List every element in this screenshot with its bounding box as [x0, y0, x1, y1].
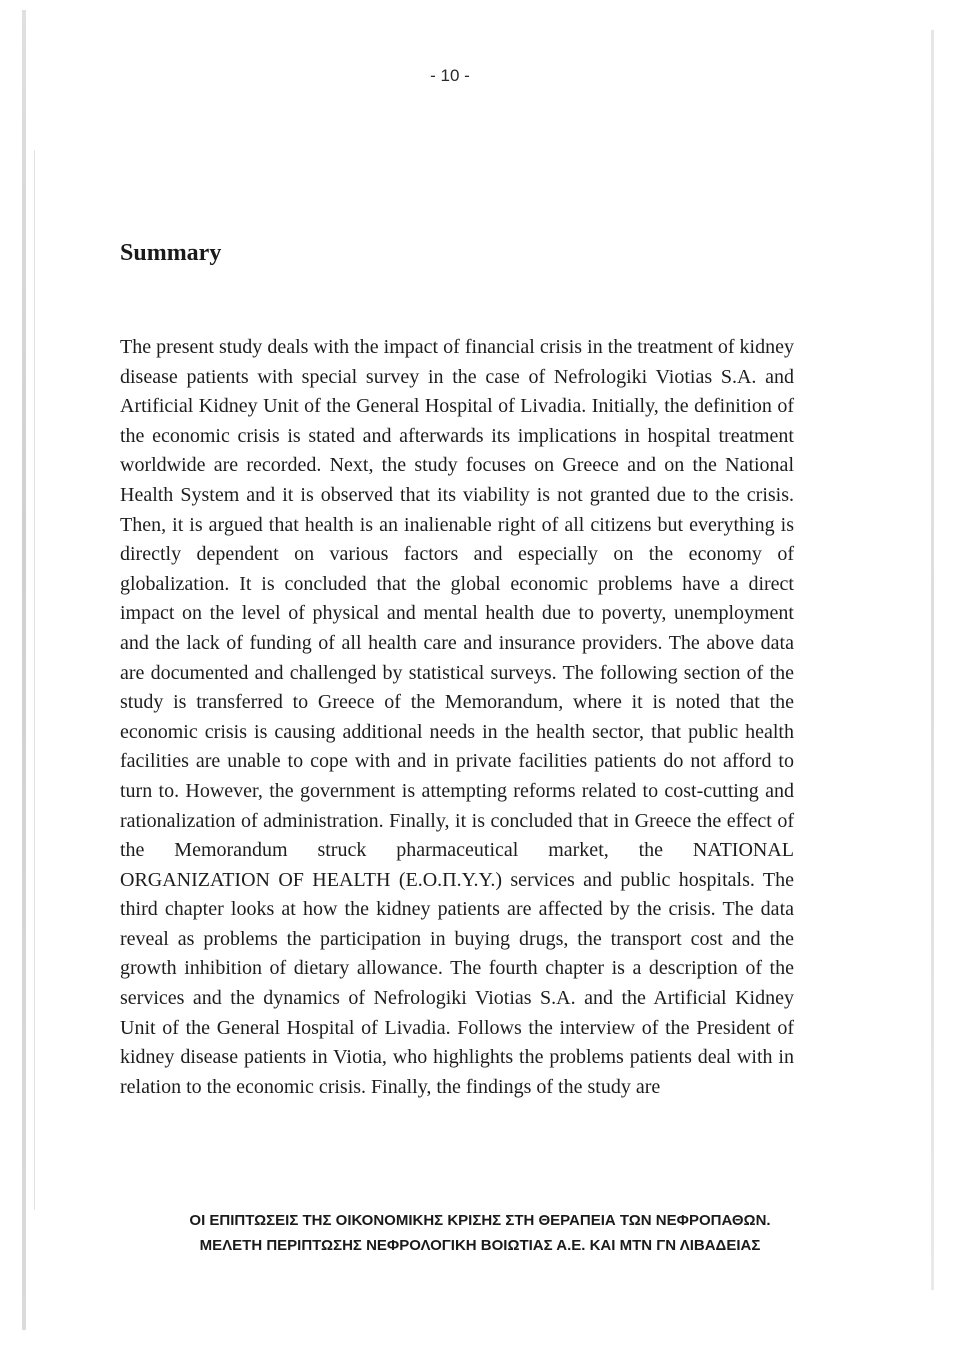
section-title: Summary	[120, 240, 222, 266]
running-footer	[100, 1208, 860, 1258]
scan-edge-inner	[34, 150, 35, 1210]
summary-paragraph: The present study deals with the impact of financial crisis in the treatment of kidney disease patients with special survey in the case of Nefrologiki Viotias S.A. and Artificial Kidney Unit of the General Hospital of Livadia. Initially, the definition of the economic crisis is stated and afterwards its implications in hospital treatment worldwide are recorded. Next, the study focuses on Greece and on the National Health System and it is observed that its viability is not granted due to the crisis. Then, it is argued that health is an inalienable right of all citizens but everything is directly dependent on various factors and especially on the economy of globalization. It is concluded that the global economic problems have a direct impact on the level of physical and mental health due to poverty, unemployment and the lack of funding of all health care and insurance providers. The above data are documented and challenged by statistical surveys. The following section of the study is transferred to Greece of the Memorandum, where it is noted that the economic crisis is causing additional needs in the health sector, that public health facilities are unable to cope with and in private facilities patients do not afford to turn to. However, the government is attempting reforms related to cost-cutting and rationalization of administration. Finally, it is concluded that in Greece the effect of the Memorandum struck pharmaceutical market, the NATIONAL ORGANIZATION OF HEALTH (E.O.Π.Y.Y.) services and public hospitals. The third chapter looks at how the kidney patients are affected by the crisis. The data reveal as problems the participation in buying drugs, the transport cost and the growth inhibition of dietary allowance. The fourth chapter is a description of the services and the dynamics of Nefrologiki Viotias S.A. and the Artificial Kidney Unit of the General Hospital of Livadia. Follows the interview of the President of kidney disease patients in Viotia, who highlights the problems patients deal with in relation to the economic crisis. Finally, the findings of the study are	[120, 336, 794, 1098]
scan-edge-left	[22, 10, 26, 1330]
footer-line-1: ΟΙ ΕΠΙΠΤΩΣΕΙΣ ΤΗΣ ΟΙΚΟΝΟΜΙΚΗΣ ΚΡΙΣΗΣ ΣΤΗ ΘΕΡΑΠΕΙΑ ΤΩΝ ΝΕΦΡΟΠΑΘΩΝ.	[189, 1212, 771, 1229]
page-number: - 10 -	[430, 66, 470, 85]
scan-edge-right	[931, 30, 934, 1290]
footer-line-2: ΜΕΛΕΤΗ ΠΕΡΙΠΤΩΣΗΣ ΝΕΦΡΟΛΟΓΙΚΗ ΒΟΙΩΤΙΑΣ Α.Ε. ΚΑΙ ΜΤΝ ΓΝ ΛΙΒΑΔΕΙΑΣ	[199, 1237, 761, 1254]
